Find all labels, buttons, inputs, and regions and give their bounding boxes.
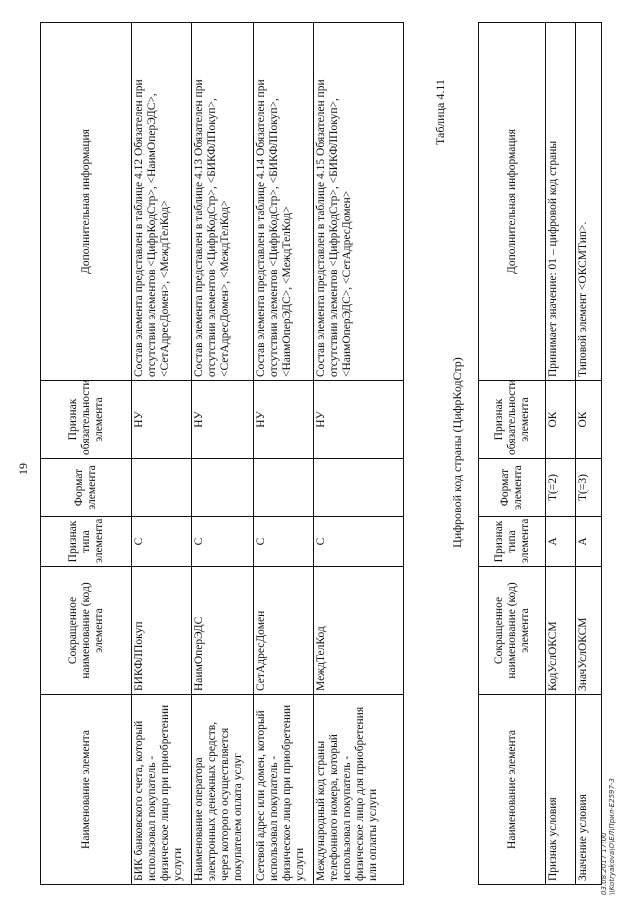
col-header-info: Дополнительная информация bbox=[41, 23, 132, 381]
cell-short-name: БИКФЛПокуп bbox=[132, 567, 192, 695]
col-header-short-name: Сокращенное наименование (код) элемента bbox=[41, 567, 132, 695]
footer-timestamp: 03.08.2017 17:00 bbox=[600, 832, 608, 895]
table-row bbox=[192, 23, 254, 885]
col-header-format: Формат элемента bbox=[41, 459, 132, 517]
cell-mandatory: ОК bbox=[546, 381, 576, 459]
cell-short-name: КодУслОКСМ bbox=[546, 567, 576, 695]
col-header-name: Наименование элемента bbox=[479, 695, 546, 885]
table-row bbox=[546, 23, 576, 885]
cell-format bbox=[314, 459, 404, 517]
table-header-row bbox=[41, 23, 132, 885]
cell-mandatory: НУ bbox=[314, 381, 404, 459]
cell-type: С bbox=[132, 517, 192, 567]
cell-mandatory: НУ bbox=[192, 381, 254, 459]
cell-mandatory: ОК bbox=[576, 381, 602, 459]
cell-short-name: МеждТелКод bbox=[314, 567, 404, 695]
cell-type: С bbox=[192, 517, 254, 567]
cell-short-name: СетАдресДомен bbox=[254, 567, 314, 695]
cell-type: С bbox=[254, 517, 314, 567]
cell-name: Признак условия bbox=[546, 695, 576, 885]
table-number-label: Таблица 4.11 bbox=[433, 79, 447, 145]
cell-format bbox=[132, 459, 192, 517]
cell-type: А bbox=[546, 517, 576, 567]
elements-table bbox=[40, 22, 404, 885]
cell-name: БИК банковского счета, который использовал покупатель - физическое лицо при приобретении услуги bbox=[132, 695, 192, 885]
cell-short-name: НаимОперЭДС bbox=[192, 567, 254, 695]
cell-info: Типовой элемент <ОКСМТип>. bbox=[576, 23, 602, 381]
cell-name: Международный код страны телефонного номера, который использовал покупатель - физическое лицо для приобретения или оплаты услуги bbox=[314, 695, 404, 885]
cell-format: T(=3) bbox=[576, 459, 602, 517]
cell-mandatory: НУ bbox=[254, 381, 314, 459]
document-footer bbox=[600, 778, 616, 895]
col-header-format: Формат элемента bbox=[479, 459, 546, 517]
col-header-type: Признак типа элемента bbox=[479, 517, 546, 567]
cell-name: Значение условия bbox=[576, 695, 602, 885]
cell-mandatory: НУ bbox=[132, 381, 192, 459]
cell-name: Наименование оператора электронных денежных средств, через которого осуществляется покупателем оплата услуг bbox=[192, 695, 254, 885]
table-row bbox=[254, 23, 314, 885]
table-header-row bbox=[479, 23, 546, 885]
cell-info: Принимает значение: 01 – цифровой код страны bbox=[546, 23, 576, 381]
table-row bbox=[576, 23, 602, 885]
cell-info: Состав элемента представлен в таблице 4.14 Обязателен при отсутствии элементов <ЦифрКодСтр>, <БИКФЛПокуп>, <НаимОперЭДС>, <МеждТелКод> bbox=[254, 23, 314, 381]
col-header-name: Наименование элемента bbox=[41, 695, 132, 885]
page-number: 19 bbox=[16, 463, 30, 475]
cell-name: Сетевой адрес или домен, который использовал покупатель - физическое лицо при приобретении услуги bbox=[254, 695, 314, 885]
col-header-mandatory: Признак обязательности элемента bbox=[479, 381, 546, 459]
cell-info: Состав элемента представлен в таблице 4.15 Обязателен при отсутствии элементов <ЦифрКодСтр>, <БИКФЛПокуп>, <НаимОперЭДС>, <СетАдресДомен> bbox=[314, 23, 404, 381]
col-header-type: Признак типа элемента bbox=[41, 517, 132, 567]
cell-format bbox=[254, 459, 314, 517]
col-header-short-name: Сокращенное наименование (код) элемента bbox=[479, 567, 546, 695]
cell-short-name: ЗначУслОКСМ bbox=[576, 567, 602, 695]
country-code-table bbox=[478, 22, 602, 885]
cell-info: Состав элемента представлен в таблице 4.12 Обязателен при отсутствии элементов <ЦифрКодСтр>, <НаимОперЭДС>, <СетАдресДомен>, <МеждТелКод> bbox=[132, 23, 192, 381]
footer-file-path: \\Kotryakova\О\ЕЛ\Прил-Е2597-3 bbox=[608, 778, 616, 895]
table-caption: Цифровой код страны (ЦифрКодСтр) bbox=[450, 357, 464, 548]
table-row bbox=[132, 23, 192, 885]
col-header-mandatory: Признак обязательности элемента bbox=[41, 381, 132, 459]
cell-type: А bbox=[576, 517, 602, 567]
cell-format bbox=[192, 459, 254, 517]
table-row bbox=[314, 23, 404, 885]
cell-info: Состав элемента представлен в таблице 4.13 Обязателен при отсутствии элементов <ЦифрКодСтр>, <БИКФЛПокуп>, <СетАдресДомен>, <МеждТелКод> bbox=[192, 23, 254, 381]
cell-type: С bbox=[314, 517, 404, 567]
cell-format: T(=2) bbox=[546, 459, 576, 517]
col-header-info: Дополнительная информация bbox=[479, 23, 546, 381]
